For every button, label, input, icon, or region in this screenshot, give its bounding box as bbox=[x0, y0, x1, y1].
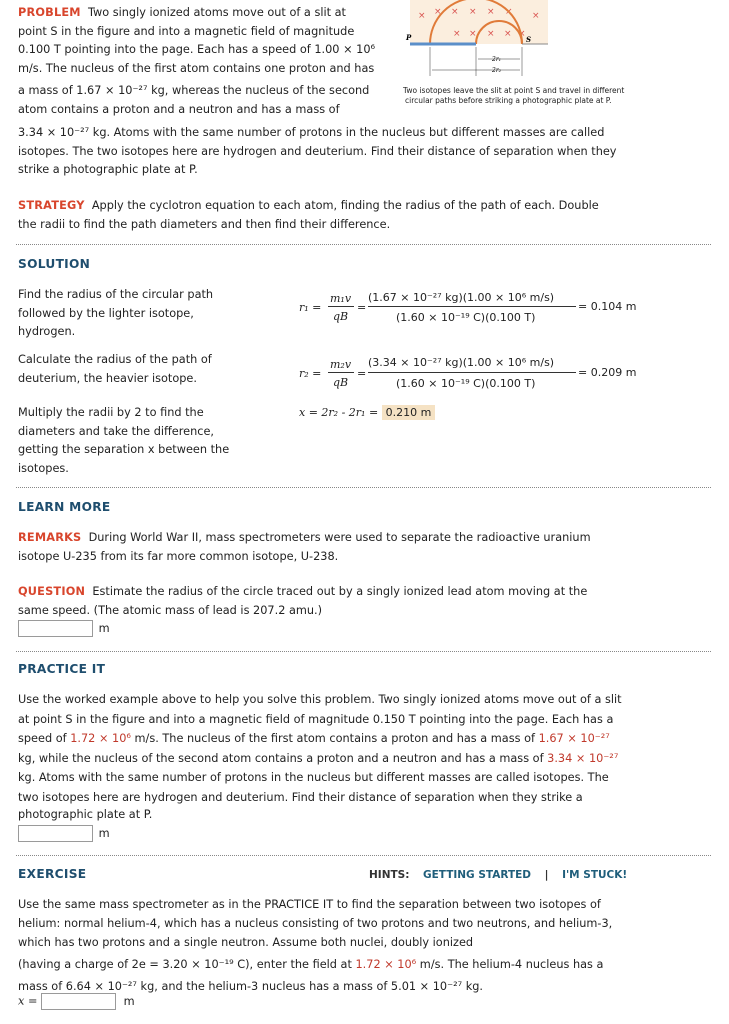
practice-text bbox=[18, 690, 723, 823]
remarks-text bbox=[18, 529, 718, 566]
field-mark: × bbox=[451, 7, 459, 17]
exercise-answer-input[interactable] bbox=[41, 993, 116, 1010]
x-label: x = bbox=[18, 994, 38, 1008]
exercise-line: m/s. The helium-4 nucleus has a bbox=[416, 958, 604, 971]
problem-line: strike a photographic plate at P. bbox=[18, 163, 198, 177]
step1-lhs: r₁ = bbox=[299, 301, 322, 314]
problem-line: 0.100 T pointing into the page. Each has a speed of 1.00 × 10⁶ bbox=[18, 43, 376, 57]
label-s: S bbox=[526, 35, 532, 44]
strategy-label: STRATEGY bbox=[18, 199, 85, 212]
practice-line: kg. Atoms with the same number of protons in the nucleus but different masses are called isotopes. The bbox=[18, 771, 609, 784]
speed-value: 1.72 × 10⁶ bbox=[70, 732, 131, 745]
strategy-line: the radii to find the path diameters and then find their difference. bbox=[18, 217, 391, 231]
step-line: hydrogen. bbox=[18, 325, 76, 339]
step2-lhs: r₂ = bbox=[299, 367, 322, 380]
mass-spectrometer-figure bbox=[396, 0, 566, 82]
label-2r1: 2r₁ bbox=[492, 56, 502, 63]
mass2-value: 3.34 × 10⁻²⁷ bbox=[547, 751, 619, 765]
divider bbox=[16, 855, 711, 856]
divider bbox=[16, 651, 711, 652]
field-mark: × bbox=[504, 29, 512, 39]
label-2r2: 2r₂ bbox=[492, 67, 502, 74]
step-line: deuterium, the heavier isotope. bbox=[18, 371, 197, 385]
field-mark: × bbox=[532, 11, 540, 21]
equals-sign: = bbox=[357, 367, 367, 380]
practice-title: PRACTICE IT bbox=[18, 662, 106, 676]
unit-label: m bbox=[98, 621, 110, 635]
field-mark: × bbox=[434, 7, 442, 17]
remarks-line: During World War II, mass spectrometers were used to separate the radioactive uranium bbox=[88, 531, 591, 544]
practice-line: speed of bbox=[18, 732, 71, 745]
step1-result: = 0.104 m bbox=[578, 300, 637, 313]
step2-num: (3.34 × 10⁻²⁷ kg)(1.00 × 10⁶ m/s) bbox=[368, 356, 555, 369]
step1-symline bbox=[328, 306, 354, 307]
practice-line: two isotopes here are hydrogen and deuterium. Find their distance of separation when they strike a bbox=[18, 790, 583, 804]
practice-answer-row bbox=[18, 825, 110, 842]
problem-line: atom contains a proton and a neutron and has a mass of bbox=[18, 102, 340, 116]
practice-line: kg, while the nucleus of the second atom contains a proton and a neutron and has a mass of bbox=[18, 751, 548, 765]
problem-line: Two singly ionized atoms move out of a slit at bbox=[87, 6, 346, 19]
practice-answer-input[interactable] bbox=[18, 825, 93, 842]
practice-line: Use the worked example above to help you solve this problem. Two singly ionized atoms move out of a slit bbox=[18, 693, 622, 706]
hint-getting-started-link[interactable]: GETTING STARTED bbox=[423, 869, 532, 881]
practice-line: at point S in the figure and into a magnetic field of magnitude 0.150 T pointing into the page. Each has a bbox=[18, 712, 614, 726]
question-answer-row bbox=[18, 620, 110, 637]
question-label: QUESTION bbox=[18, 585, 86, 598]
step2-fracline bbox=[368, 372, 576, 373]
problem-line: isotopes. The two isotopes here are hydrogen and deuterium. Find their distance of separation when they bbox=[18, 144, 617, 158]
strategy-text bbox=[18, 197, 718, 234]
hints-bar bbox=[369, 868, 627, 881]
field-mark: × bbox=[487, 7, 495, 17]
step1-symden: qB bbox=[333, 310, 349, 323]
problem-line: 3.34 × 10⁻²⁷ kg. Atoms with the same number of protons in the nucleus but different masses are called bbox=[18, 126, 605, 139]
field-mark: × bbox=[487, 29, 495, 39]
question-line: Estimate the radius of the circle traced out by a singly ionized lead atom moving at the bbox=[92, 585, 588, 598]
label-p: P bbox=[406, 33, 412, 42]
field-mark: × bbox=[469, 7, 477, 17]
problem-line: a mass of 1.67 × 10⁻²⁷ kg, whereas the nucleus of the second bbox=[18, 84, 370, 98]
problem-text-wide bbox=[18, 124, 718, 180]
caption-line: circular paths before striking a photographic plate at P. bbox=[405, 95, 612, 105]
step-line: diameters and take the difference, bbox=[18, 424, 214, 438]
field-mark: × bbox=[518, 29, 526, 39]
question-answer-input[interactable] bbox=[18, 620, 93, 637]
exercise-line: helium: normal helium-4, which has a nucleus consisting of two protons and two neutrons, and helium-3, bbox=[18, 917, 613, 930]
step2-symden: qB bbox=[333, 376, 349, 389]
solution-step1-text bbox=[18, 286, 248, 342]
practice-line: photographic plate at P. bbox=[18, 808, 153, 821]
step3-equation bbox=[299, 406, 435, 419]
hint-separator: | bbox=[544, 869, 549, 881]
field-mark: × bbox=[453, 29, 461, 39]
field-mark: × bbox=[505, 7, 513, 17]
exercise-title: EXERCISE bbox=[18, 867, 87, 881]
field-mark: × bbox=[418, 11, 426, 21]
equals-sign: = bbox=[357, 301, 367, 314]
exercise-answer-row bbox=[18, 993, 135, 1010]
step2-result: = 0.209 m bbox=[578, 366, 637, 379]
question-text bbox=[18, 583, 718, 620]
problem-line: m/s. The nucleus of the first atom contains one proton and has bbox=[18, 61, 375, 75]
hint-im-stuck-link[interactable]: I'M STUCK! bbox=[562, 869, 628, 881]
hints-label: HINTS: bbox=[369, 869, 410, 881]
step1-symnum: m₁v bbox=[330, 292, 352, 305]
step2-symnum: m₂v bbox=[330, 358, 352, 371]
mass1-value: 1.67 × 10⁻²⁷ bbox=[538, 732, 610, 745]
problem-text bbox=[18, 4, 398, 120]
exercise-line: which has two protons and a single neutron. Assume both nuclei, doubly ionized bbox=[18, 936, 474, 949]
step-line: Find the radius of the circular path bbox=[18, 288, 214, 301]
unit-label: m bbox=[98, 826, 110, 840]
practice-line: m/s. The nucleus of the first atom contains a proton and has a mass of bbox=[130, 732, 539, 745]
step-line: followed by the lighter isotope, bbox=[18, 306, 194, 320]
solution-step3-text bbox=[18, 404, 258, 478]
remarks-line: isotope U-235 from its far more common isotope, U-238. bbox=[18, 549, 339, 563]
divider bbox=[16, 244, 711, 245]
step1-den: (1.60 × 10⁻¹⁹ C)(0.100 T) bbox=[396, 311, 536, 324]
solution-step2-text bbox=[18, 351, 248, 388]
exercise-line: Use the same mass spectrometer as in the PRACTICE IT to find the separation between two isotopes of bbox=[18, 898, 601, 911]
remarks-label: REMARKS bbox=[18, 531, 82, 544]
learn-more-title: LEARN MORE bbox=[18, 500, 111, 514]
exercise-text bbox=[18, 895, 723, 996]
caption-line: Two isotopes leave the slit at point S and travel in different bbox=[403, 86, 625, 95]
step2-den: (1.60 × 10⁻¹⁹ C)(0.100 T) bbox=[396, 377, 536, 390]
speed-value: 1.72 × 10⁶ bbox=[355, 958, 417, 971]
exercise-line: mass of 6.64 × 10⁻²⁷ kg, and the helium-3 nucleus has a mass of 5.01 × 10⁻²⁷ kg. bbox=[18, 980, 484, 993]
solution-title: SOLUTION bbox=[18, 257, 91, 271]
problem-line: point S in the figure and into a magnetic field of magnitude bbox=[18, 24, 355, 38]
step1-num: (1.67 × 10⁻²⁷ kg)(1.00 × 10⁶ m/s) bbox=[368, 291, 555, 304]
step1-fracline bbox=[368, 306, 576, 307]
step3-answer: 0.210 m bbox=[382, 405, 436, 420]
step-line: Calculate the radius of the path of bbox=[18, 353, 212, 366]
exercise-line: (having a charge of 2e = 3.20 × 10⁻¹⁹ C), enter the field at bbox=[18, 958, 356, 971]
figure-caption bbox=[403, 86, 723, 105]
step-line: isotopes. bbox=[18, 461, 69, 475]
step2-symline bbox=[328, 372, 354, 373]
step3-eq: x = 2r₂ - 2r₁ = bbox=[299, 406, 379, 419]
divider bbox=[16, 487, 711, 488]
problem-label: PROBLEM bbox=[18, 6, 81, 19]
field-mark: × bbox=[469, 29, 477, 39]
question-line: same speed. (The atomic mass of lead is 207.2 amu.) bbox=[18, 603, 323, 617]
strategy-line: Apply the cyclotron equation to each atom, finding the radius of the path of each. Double bbox=[91, 199, 599, 212]
step-line: getting the separation x between the bbox=[18, 443, 230, 457]
unit-label: m bbox=[123, 994, 135, 1008]
step-line: Multiply the radii by 2 to find the bbox=[18, 406, 204, 419]
